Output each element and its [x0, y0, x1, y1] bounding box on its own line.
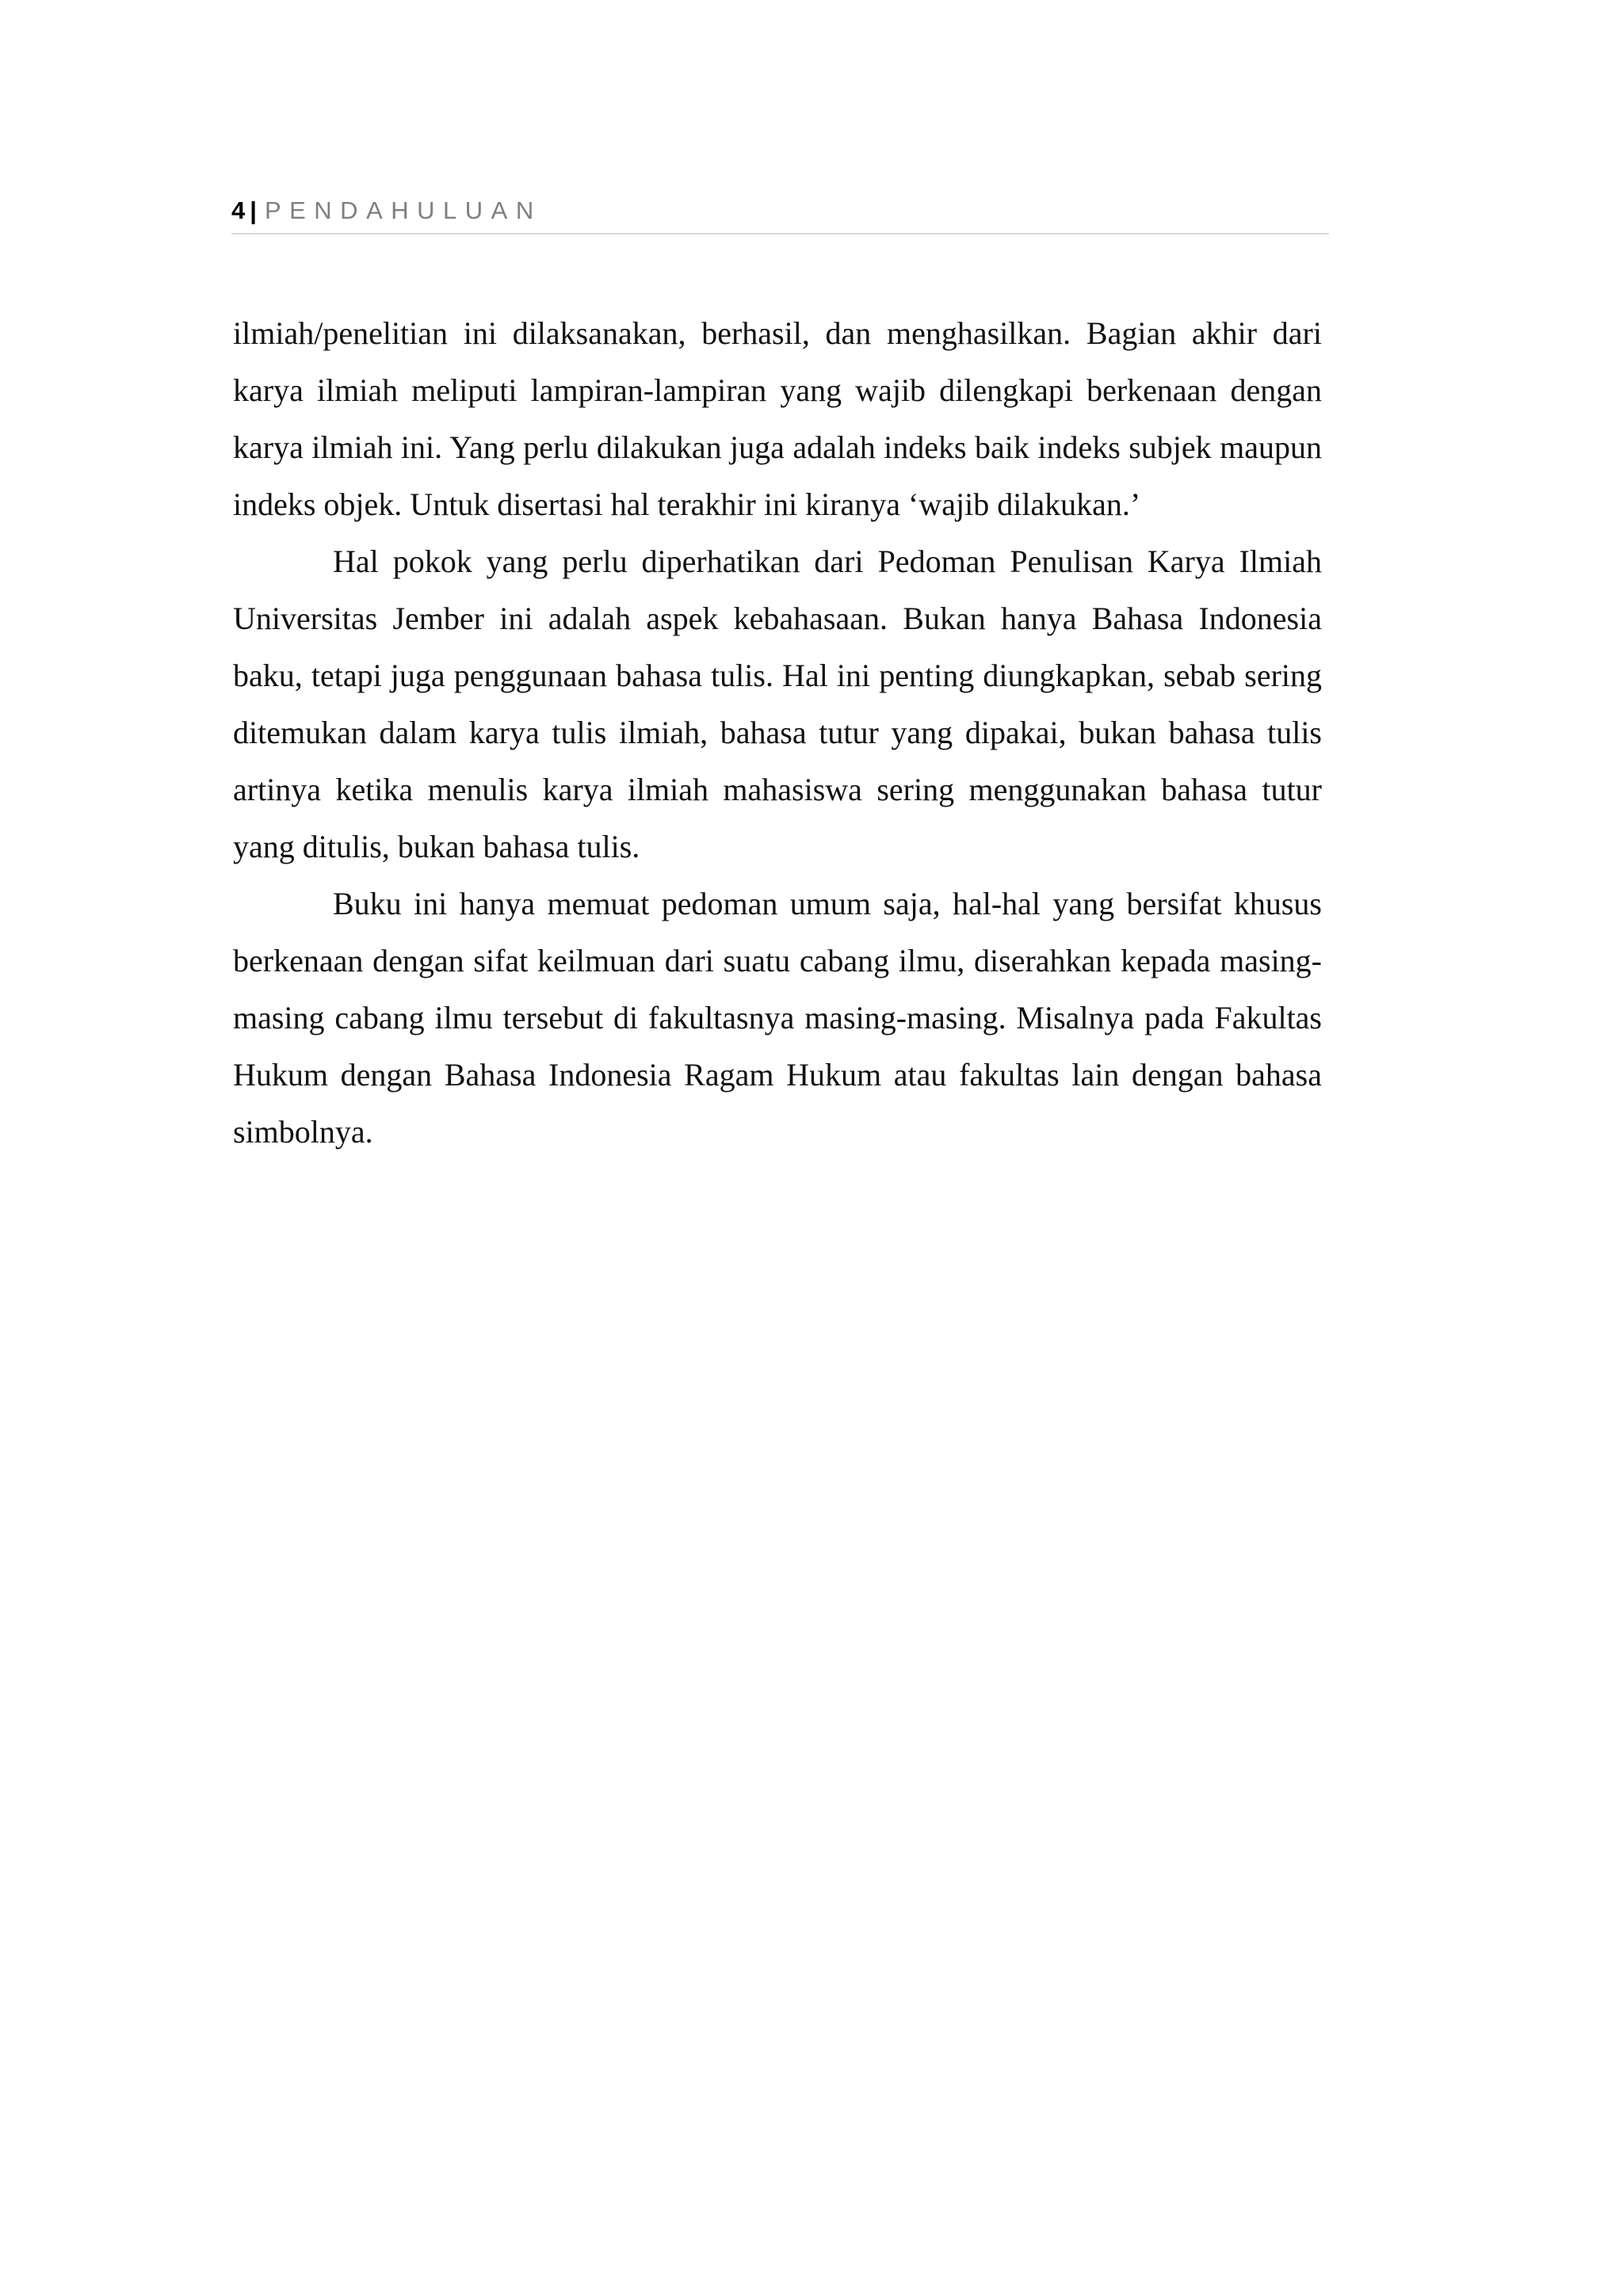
- body-text: [233, 305, 1322, 1161]
- paragraph-language-aspect: Hal pokok yang perlu diperhatikan dari Pedoman Penulisan Karya Ilmiah Universitas Jember ini adalah aspek kebahasaan. Bukan hanya Bahasa Indonesia baku, tetapi juga penggunaan bahasa tulis. Hal ini penting diungkapkan, sebab sering ditemukan dalam karya tulis ilmiah, bahasa tutur yang dipakai, bukan bahasa tulis artinya ketika menulis karya ilmiah mahasiswa sering menggunakan bahasa tutur yang ditulis, bukan bahasa tulis.: [233, 543, 1322, 864]
- page-number: 4: [231, 196, 246, 224]
- paragraph-continuation: ilmiah/penelitian ini dilaksanakan, berhasil, dan menghasilkan. Bagian akhir dari karya ilmiah meliputi lampiran-lampiran yang wajib dilengkapi berkenaan dengan karya ilmiah ini. Yang perlu dilakukan juga adalah indeks baik indeks subjek maupun indeks objek. Untuk disertasi hal terakhir ini kiranya ‘wajib dilakukan.’: [233, 315, 1322, 522]
- header-separator: |: [250, 196, 257, 224]
- paragraph-general-guidelines: Buku ini hanya memuat pedoman umum saja, hal-hal yang bersifat khusus berkenaan dengan sifat keilmuan dari suatu cabang ilmu, diserahkan kepada masing-masing cabang ilmu tersebut di fakultasnya masing-masing. Misalnya pada Fakultas Hukum dengan Bahasa Indonesia Ragam Hukum atau fakultas lain dengan bahasa simbolnya.: [233, 886, 1322, 1150]
- section-title: PENDAHULUAN: [264, 196, 542, 224]
- running-header: [231, 193, 1329, 235]
